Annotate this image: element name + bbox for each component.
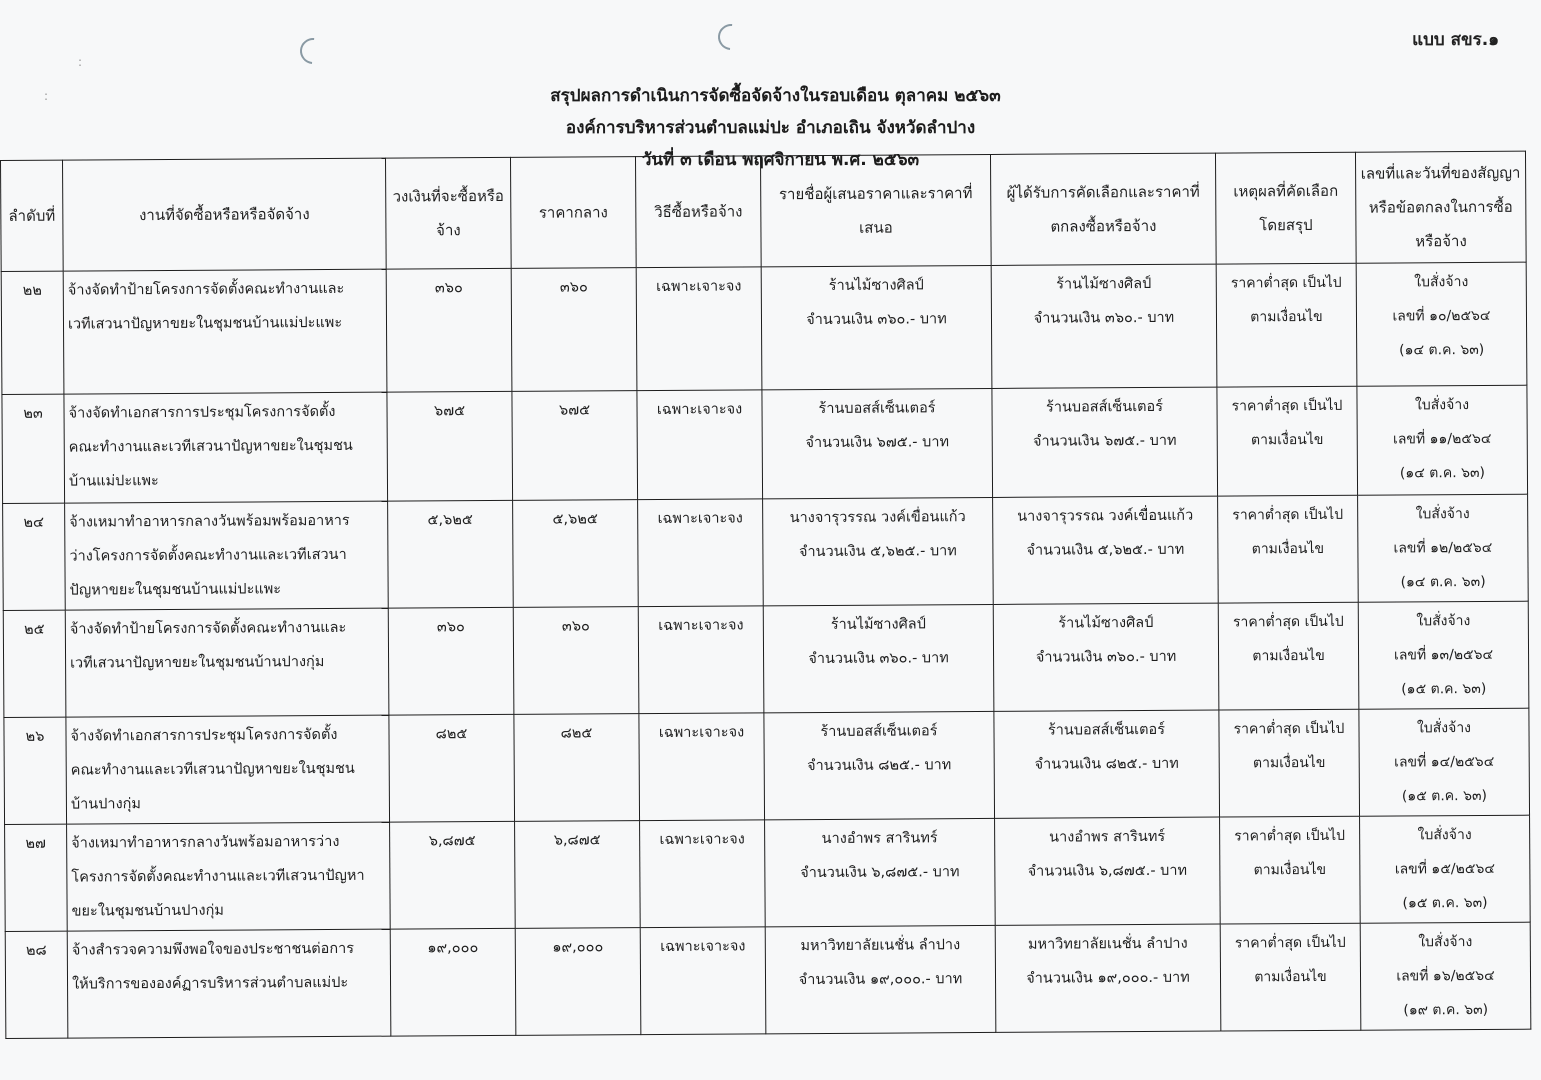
form-code: แบบ สขร.๑ bbox=[1412, 30, 1499, 50]
header-method: วิธีซื้อหรือจ้าง bbox=[635, 156, 761, 268]
cell-budget: ๘๒๕ bbox=[389, 714, 515, 822]
cell-budget: ๓๖๐ bbox=[388, 607, 514, 715]
cell-budget: ๖๗๕ bbox=[387, 391, 513, 501]
cell-method: เฉพาะเจาะจง bbox=[636, 267, 762, 391]
cell-selected: ร้านไม้ซางศิลป์ จำนวนเงิน ๓๖๐.- บาท bbox=[991, 264, 1217, 388]
header-bidders: รายชื่อผู้เสนอราคาและราคาที่เสนอ bbox=[760, 154, 991, 266]
cell-contract: ใบสั่งจ้าง เลขที่ ๑๔/๒๕๖๔ (๑๕ ต.ค. ๖๓) bbox=[1359, 708, 1530, 816]
cell-contract: ใบสั่งจ้าง เลขที่ ๑๑/๒๕๖๔ (๑๔ ต.ค. ๖๓) bbox=[1357, 385, 1528, 495]
scan-mark-icon bbox=[295, 33, 332, 70]
cell-bidders: ร้านบอสส์เซ็นเตอร์ จำนวนเงิน ๖๗๕.- บาท bbox=[762, 388, 993, 498]
cell-reason: ราคาต่ำสุด เป็นไป ตามเงื่อนไข bbox=[1218, 495, 1359, 603]
table-row bbox=[1, 262, 1527, 394]
scan-dots: : bbox=[78, 55, 83, 69]
header-selected: ผู้ได้รับการคัดเลือกและราคาที่ตกลงซื้อหรือจ้าง bbox=[990, 153, 1216, 265]
cell-median-price: ๓๖๐ bbox=[513, 607, 639, 715]
scan-mark-icon bbox=[713, 19, 750, 56]
cell-task: จ้างจัดทำป้ายโครงการจัดตั้งคณะทำงานและ เวทีเสวนาปัญหาขยะในชุมชนบ้านแม่ปะแพะ bbox=[63, 269, 387, 394]
cell-contract: ใบสั่งจ้าง เลขที่ ๑๒/๒๕๖๔ (๑๔ ต.ค. ๖๓) bbox=[1358, 494, 1529, 602]
cell-task: จ้างจัดทำเอกสารการประชุมโครงการจัดตั้ง คณะทำงานและเวทีเสวนาปัญหาขยะในชุมชน บ้านปางกุ่ม bbox=[66, 715, 390, 824]
cell-task: จ้างจัดทำป้ายโครงการจัดตั้งคณะทำงานและ เวทีเสวนาปัญหาขยะในชุมชนบ้านปางกุ่ม bbox=[65, 608, 389, 717]
procurement-table bbox=[0, 151, 1531, 1039]
table-row bbox=[5, 815, 1531, 931]
cell-median-price: ๓๖๐ bbox=[511, 268, 637, 392]
header-median-price: ราคากลาง bbox=[510, 157, 636, 269]
cell-method: เฉพาะเจาะจง bbox=[638, 606, 764, 714]
cell-selected: มหาวิทยาลัยเนชั่น ลำปาง จำนวนเงิน ๑๙,๐๐๐.- บาท bbox=[995, 924, 1221, 1032]
cell-bidders: ร้านไม้ซางศิลป์ จำนวนเงิน ๓๖๐.- บาท bbox=[761, 265, 992, 389]
title-line-1: สรุปผลการดำเนินการจัดซื้อจัดจ้างในรอบเดือน ตุลาคม ๒๕๖๓ bbox=[550, 86, 1001, 106]
title-line-3: วันที่ ๓ เดือน พฤศจิกายน พ.ศ. ๒๕๖๓ bbox=[641, 150, 920, 170]
cell-budget: ๖,๘๗๕ bbox=[390, 821, 516, 929]
cell-reason: ราคาต่ำสุด เป็นไป ตามเงื่อนไข bbox=[1218, 602, 1359, 710]
header-task: งานที่จัดซื้อหรือหรือจัดจ้าง bbox=[63, 158, 387, 271]
cell-bidders: นางอำพร สารินทร์ จำนวนเงิน ๖,๘๗๕.- บาท bbox=[765, 818, 996, 926]
table-header-row bbox=[1, 151, 1527, 271]
table-row bbox=[3, 601, 1529, 717]
header-contract: เลขที่และวันที่ของสัญญาหรือข้อตกลงในการซื้อหรือจ้าง bbox=[1355, 151, 1526, 263]
cell-contract: ใบสั่งจ้าง เลขที่ ๑๓/๒๕๖๔ (๑๕ ต.ค. ๖๓) bbox=[1358, 601, 1529, 709]
cell-no: ๒๗ bbox=[5, 824, 68, 931]
cell-reason: ราคาต่ำสุด เป็นไป ตามเงื่อนไข bbox=[1217, 386, 1358, 496]
cell-selected: ร้านไม้ซางศิลป์ จำนวนเงิน ๓๖๐.- บาท bbox=[993, 603, 1219, 711]
cell-bidders: ร้านบอสส์เซ็นเตอร์ จำนวนเงิน ๘๒๕.- บาท bbox=[764, 711, 995, 819]
cell-method: เฉพาะเจาะจง bbox=[638, 499, 764, 607]
cell-budget: ๓๖๐ bbox=[386, 268, 512, 392]
cell-median-price: ๘๒๕ bbox=[514, 714, 640, 822]
cell-task: จ้างจัดทำเอกสารการประชุมโครงการจัดตั้ง คณะทำงานและเวทีเสวนาปัญหาขยะในชุมชน บ้านแม่ปะแพะ bbox=[64, 392, 388, 503]
cell-reason: ราคาต่ำสุด เป็นไป ตามเงื่อนไข bbox=[1216, 263, 1357, 387]
cell-reason: ราคาต่ำสุด เป็นไป ตามเงื่อนไข bbox=[1219, 709, 1360, 817]
cell-selected: นางจารุวรรณ วงค์เขื่อนแก้ว จำนวนเงิน ๕,๖๒๕.- บาท bbox=[993, 496, 1219, 604]
cell-method: เฉพาะเจาะจง bbox=[637, 390, 763, 500]
cell-method: เฉพาะเจาะจง bbox=[640, 820, 766, 928]
cell-contract: ใบสั่งจ้าง เลขที่ ๑๕/๒๕๖๔ (๑๕ ต.ค. ๖๓) bbox=[1360, 815, 1531, 923]
cell-budget: ๑๙,๐๐๐ bbox=[390, 928, 516, 1036]
title-line-2: องค์การบริหารส่วนตำบลแม่ปะ อำเภอเถิน จังหวัดลำปาง bbox=[565, 118, 976, 138]
cell-reason: ราคาต่ำสุด เป็นไป ตามเงื่อนไข bbox=[1220, 816, 1361, 924]
cell-no: ๒๘ bbox=[5, 931, 68, 1038]
cell-median-price: ๑๙,๐๐๐ bbox=[515, 928, 641, 1036]
cell-bidders: มหาวิทยาลัยเนชั่น ลำปาง จำนวนเงิน ๑๙,๐๐๐.- บาท bbox=[765, 925, 996, 1033]
scan-dots: : bbox=[44, 89, 49, 103]
cell-contract: ใบสั่งจ้าง เลขที่ ๑๐/๒๕๖๔ (๑๔ ต.ค. ๖๓) bbox=[1356, 262, 1527, 386]
cell-median-price: ๕,๖๒๕ bbox=[513, 500, 639, 608]
cell-median-price: ๖๗๕ bbox=[512, 391, 638, 501]
table-row bbox=[3, 494, 1529, 610]
cell-selected: ร้านบอสส์เซ็นเตอร์ จำนวนเงิน ๖๗๕.- บาท bbox=[992, 387, 1218, 497]
cell-no: ๒๒ bbox=[1, 271, 64, 394]
cell-budget: ๕,๖๒๕ bbox=[388, 500, 514, 608]
cell-task: จ้างสำรวจความพึงพอใจของประชาชนต่อการ ให้บริการขององค์ฏารบริหารส่วนตำบลแม่ปะ bbox=[67, 929, 391, 1038]
table-row bbox=[4, 708, 1530, 824]
cell-bidders: นางจารุวรรณ วงค์เขื่อนแก้ว จำนวนเงิน ๕,๖๒๕.- บาท bbox=[763, 497, 994, 605]
cell-task: จ้างเหมาทำอาหารกลางวันพร้อมอาหารว่าง โครงการจัดตั้งคณะทำงานและเวทีเสวนาปัญหา ขยะในชุมชนบ้านปางกุ่ม bbox=[67, 822, 391, 931]
header-budget: วงเงินที่จะซื้อหรือจ้าง bbox=[385, 157, 511, 269]
cell-no: ๒๔ bbox=[3, 503, 66, 610]
cell-no: ๒๕ bbox=[3, 610, 66, 717]
table-row bbox=[2, 385, 1528, 503]
cell-no: ๒๖ bbox=[4, 717, 67, 824]
cell-task: จ้างเหมาทำอาหารกลางวันพร้อมพร้อมอาหาร ว่างโครงการจัดตั้งคณะทำงานและเวทีเสวนา ปัญหาขยะในชุมชนบ้านแม่ปะแพะ bbox=[65, 501, 389, 610]
cell-bidders: ร้านไม้ซางศิลป์ จำนวนเงิน ๓๖๐.- บาท bbox=[763, 604, 994, 712]
cell-contract: ใบสั่งจ้าง เลขที่ ๑๖/๒๕๖๔ (๑๙ ต.ค. ๖๓) bbox=[1360, 922, 1531, 1030]
cell-method: เฉพาะเจาะจง bbox=[639, 713, 765, 821]
header-no: ลำดับที่ bbox=[1, 160, 64, 271]
cell-reason: ราคาต่ำสุด เป็นไป ตามเงื่อนไข bbox=[1220, 923, 1361, 1031]
cell-no: ๒๓ bbox=[2, 394, 65, 503]
header-reason: เหตุผลที่คัดเลือกโดยสรุป bbox=[1215, 152, 1356, 264]
cell-method: เฉพาะเจาะจง bbox=[640, 927, 766, 1035]
cell-median-price: ๖,๘๗๕ bbox=[515, 821, 641, 929]
cell-selected: ร้านบอสส์เซ็นเตอร์ จำนวนเงิน ๘๒๕.- บาท bbox=[994, 710, 1220, 818]
cell-selected: นางอำพร สารินทร์ จำนวนเงิน ๖,๘๗๕.- บาท bbox=[995, 817, 1221, 925]
table-row bbox=[5, 922, 1531, 1038]
